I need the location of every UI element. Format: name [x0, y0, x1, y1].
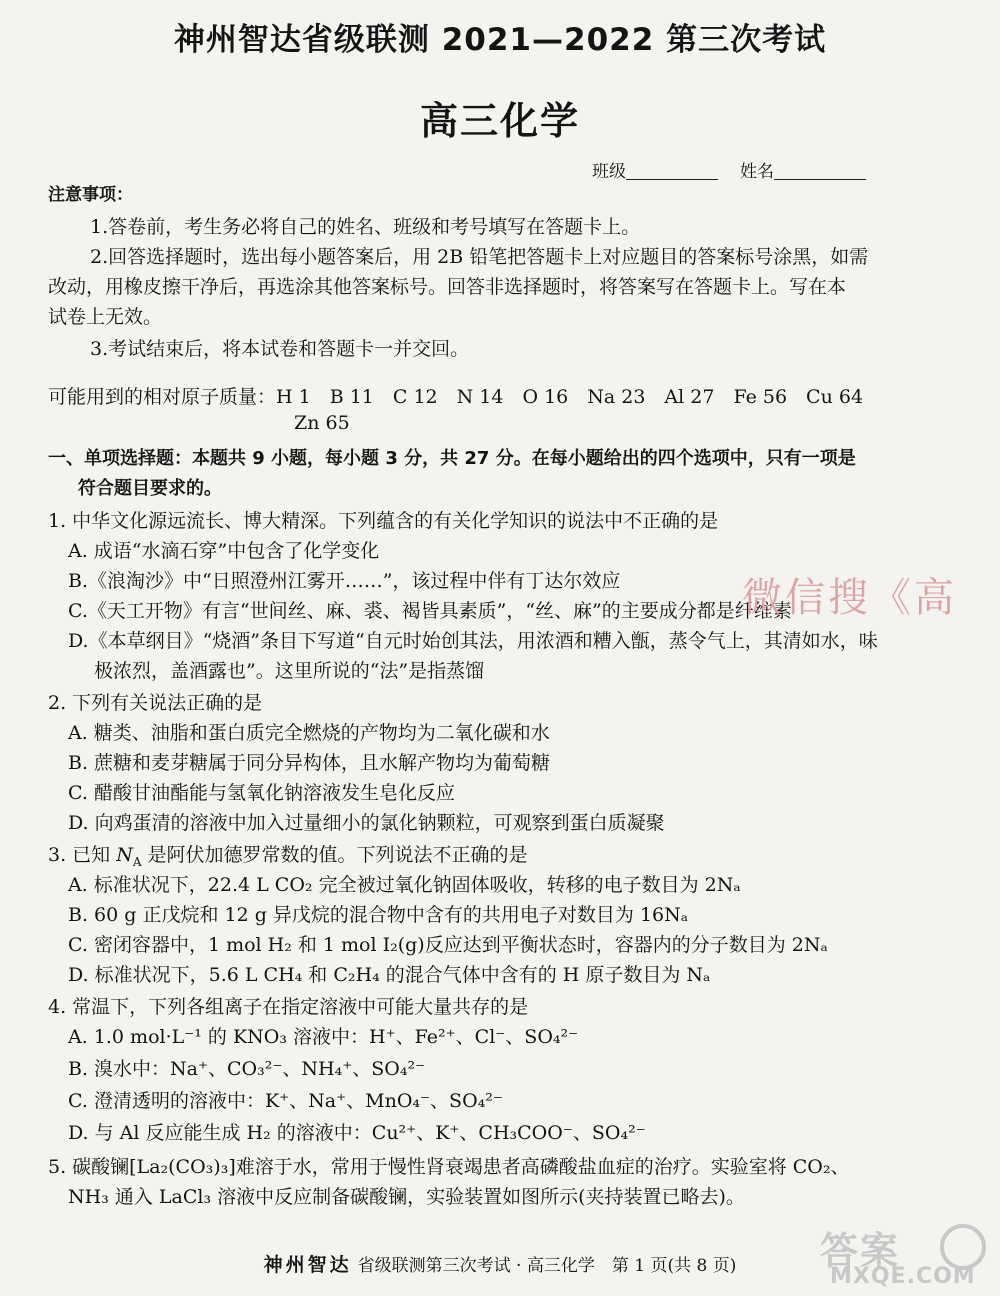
notice-item-2-cont: 改动，用橡皮擦干净后，再选涂其他答案标号。回答非选择题时，将答案写在答题卡上。写在本 — [48, 276, 847, 298]
q3-option-c: C. 密闭容器中，1 mol H₂ 和 1 mol I₂(g)反应达到平衡状态时，容器内的分子数目为 2Nₐ — [68, 934, 828, 956]
q2-option-d: D. 向鸡蛋清的溶液中加入过量细小的氯化钠颗粒，可观察到蛋白质凝聚 — [68, 812, 665, 834]
name-blank-line — [774, 179, 866, 180]
q3-option-b: B. 60 g 正戊烷和 12 g 异戊烷的混合物中含有的共用电子对数目为 16Nₐ — [68, 904, 689, 926]
notice-heading: 注意事项： — [48, 185, 133, 205]
q2-option-a: A. 糖类、油脂和蛋白质完全燃烧的产物均为二氧化碳和水 — [68, 722, 550, 744]
class-blank-line — [626, 179, 718, 180]
q1-option-a: A. 成语“水滴石穿”中包含了化学变化 — [68, 540, 380, 562]
q4-option-c: C. 澄清透明的溶液中：K⁺、Na⁺、MnO₄⁻、SO₄²⁻ — [68, 1090, 503, 1112]
q4-option-d: D. 与 Al 反应能生成 H₂ 的溶液中：Cu²⁺、K⁺、CH₃COO⁻、SO₄²⁻ — [68, 1122, 646, 1144]
q1-option-b: B.《浪淘沙》中“日照澄州江雾开……”，该过程中伴有丁达尔效应 — [68, 570, 621, 592]
q1-stem: 1. 中华文化源远流长、博大精深。下列蕴含的有关化学知识的说法中不正确的是 — [48, 510, 719, 532]
notice-item-2: 2.回答选择题时，选出每小题答案后，用 2B 铅笔把答题卡上对应题目的答案标号涂黑，如需 — [90, 246, 869, 268]
q5-stem: 5. 碳酸镧[La₂(CO₃)₃]难溶于水，常用于慢性肾衰竭患者高磷酸盐血症的治疗。实验室将 CO₂、 — [48, 1156, 850, 1178]
q1-option-d-cont: 极浓烈，盖酒露也”。这里所说的“法”是指蒸馏 — [94, 660, 485, 682]
q2-option-b: B. 蔗糖和麦芽糖属于同分异构体，且水解产物均为葡萄糖 — [68, 752, 551, 774]
q3-stem: 3. 已知 $N_A$ 是阿伏加德罗常数的值。下列说法不正确的是 — [48, 844, 528, 869]
stamp-domain-text: MXQE.COM — [830, 1264, 976, 1289]
q3-option-d: D. 标准状况下，5.6 L CH₄ 和 C₂H₄ 的混合气体中含有的 H 原子数目为 Nₐ — [68, 964, 711, 986]
q1-option-c: C.《天工开物》有言“世间丝、麻、裘、褐皆具素质”，“丝、麻”的主要成分都是纤维素 — [68, 600, 792, 622]
atomic-mass-line-1: 可能用到的相对原子质量：H 1 B 11 C 12 N 14 O 16 Na 23 Al 27 Fe 56 Cu 64 — [48, 386, 864, 408]
exam-title: 神州智达省级联测 2021—2022 第三次考试 — [173, 22, 827, 58]
class-name-fields — [592, 157, 888, 182]
section-1-heading: 一、单项选择题：本题共 9 小题，每小题 3 分，共 27 分。在每小题给出的四个选项中，只有一项是 — [48, 448, 856, 469]
notice-item-3: 3.考试结束后，将本试卷和答题卡一并交回。 — [90, 338, 470, 360]
section-1-heading-cont: 符合题目要求的。 — [78, 478, 222, 499]
footer-brand: 神州智达 — [263, 1254, 352, 1276]
subject-title: 高三化学 — [419, 99, 580, 143]
footer-page-info: 省级联测第三次考试 · 高三化学 第 1 页(共 8 页) — [357, 1256, 737, 1276]
notice-item-1: 1.答卷前，考生务必将自己的姓名、班级和考号填写在答题卡上。 — [90, 216, 641, 238]
q2-option-c: C. 醋酸甘油酯能与氢氧化钠溶液发生皂化反应 — [68, 782, 455, 804]
site-logo-stamp — [820, 1220, 992, 1292]
atomic-mass-line-2: Zn 65 — [294, 412, 350, 434]
class-label: 班级 — [592, 162, 626, 182]
q1-option-d: D.《本草纲目》“烧酒”条目下写道“自元时始创其法，用浓酒和糟入甑，蒸令气上，其清如水，味 — [68, 630, 878, 652]
q4-stem: 4. 常温下，下列各组离子在指定溶液中可能大量共存的是 — [48, 996, 529, 1018]
q2-stem: 2. 下列有关说法正确的是 — [48, 692, 263, 714]
watermark-text: 微信搜《高 — [742, 575, 957, 621]
q5-stem-cont: NH₃ 通入 LaCl₃ 溶液中反应制备碳酸镧，实验装置如图所示(夹持装置已略去)。 — [68, 1186, 745, 1208]
stamp-logo-text: 答案 — [820, 1229, 901, 1273]
q3-option-a: A. 标准状况下，22.4 L CO₂ 完全被过氧化钠固体吸收，转移的电子数目为 2Nₐ — [68, 874, 741, 896]
q4-option-b: B. 溴水中：Na⁺、CO₃²⁻、NH₄⁺、SO₄²⁻ — [68, 1058, 426, 1080]
notice-item-2-end: 试卷上无效。 — [48, 306, 163, 328]
q4-option-a: A. 1.0 mol·L⁻¹ 的 KNO₃ 溶液中：H⁺、Fe²⁺、Cl⁻、SO₄²⁻ — [68, 1026, 579, 1048]
name-label: 姓名 — [740, 162, 774, 182]
